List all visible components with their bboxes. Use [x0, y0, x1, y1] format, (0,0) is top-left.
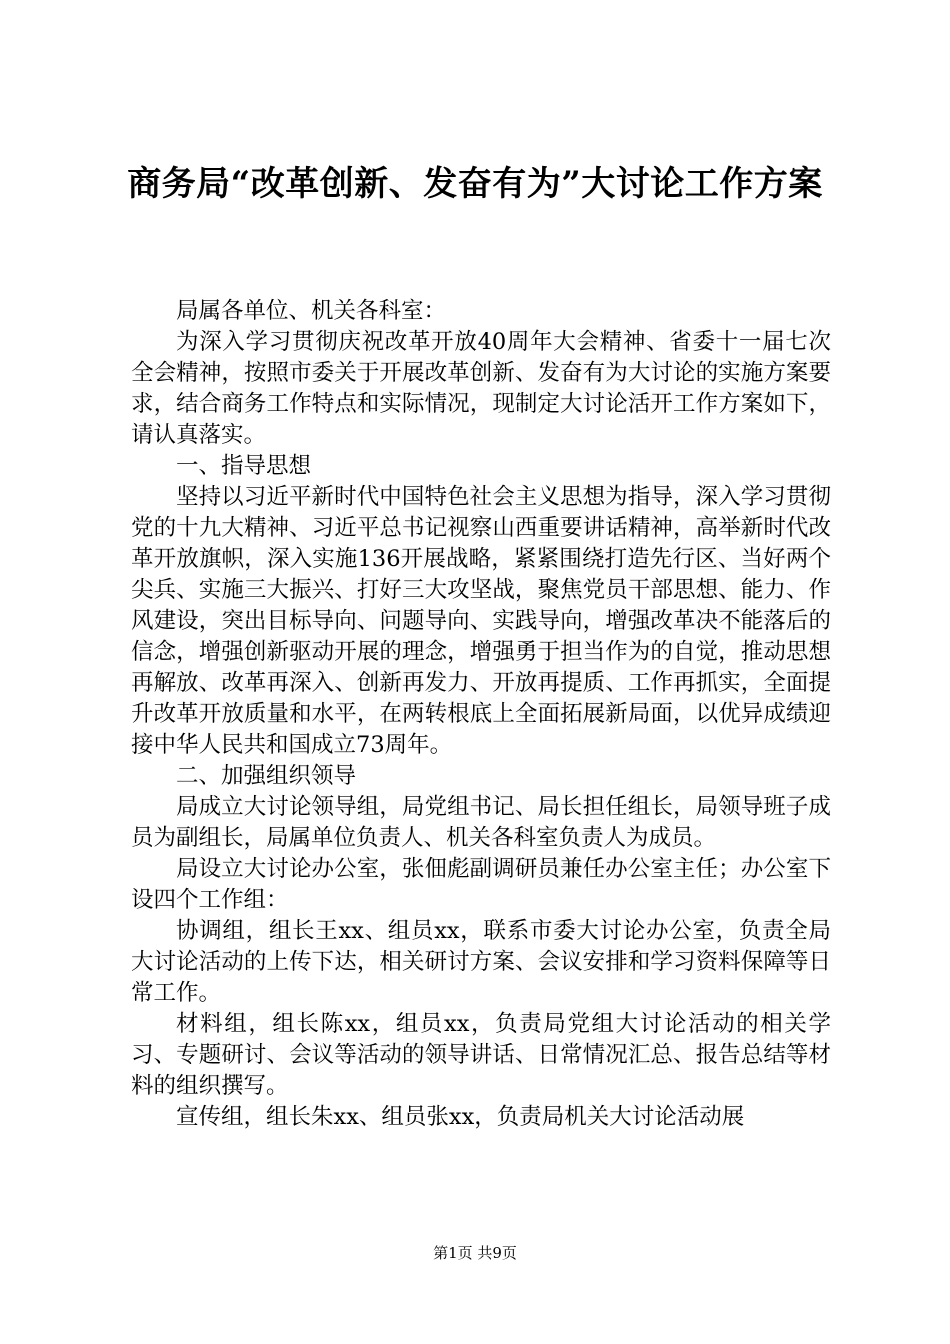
paragraph-office: 局设立大讨论办公室，张佃彪副调研员兼任办公室主任；办公室下设四个工作组： [131, 856, 831, 913]
section-heading-guiding-ideology: 一、指导思想 [176, 453, 312, 479]
document-title: 商务局“改革创新、发奋有为”大讨论工作方案 [127, 164, 823, 204]
paragraph-coordination-group: 协调组，组长王xx、组员xx，联系市委大讨论办公室，负责全局大讨论活动的上传下达，相关研讨方案、会议安排和学习资料保障等日常工作。 [131, 918, 831, 1006]
paragraph-materials-group: 材料组，组长陈xx，组员xx，负责局党组大讨论活动的相关学习、专题研讨、会议等活动的领导讲话、日常情况汇总、报告总结等材料的组织撰写。 [131, 1011, 831, 1099]
paragraph-guiding-ideology: 坚持以习近平新时代中国特色社会主义思想为指导，深入学习贯彻党的十九大精神、习近平总书记视察山西重要讲话精神，高举新时代改革开放旗帜，深入实施136开展战略，紧紧围绕打造先行区、当好两个尖兵、实施三大振兴、打好三大攻坚战，聚焦党员干部思想、能力、作风建设，突出目标导向、问题导向、实践导向，增强改革决不能落后的信念，增强创新驱动开展的理念，增强勇于担当作为的自觉，推动思想再解放、改革再深入、创新再发力、开放再提质、工作再抓实，全面提升改革开放质量和水平，在两转根底上全面拓展新局面，以优异成绩迎接中华人民共和国成立73周年。 [131, 484, 831, 758]
section-heading-organization: 二、加强组织领导 [176, 763, 357, 789]
paragraph-intro: 为深入学习贯彻庆祝改革开放40周年大会精神、省委十一届七次全会精神，按照市委关于开展改革创新、发奋有为大讨论的实施方案要求，结合商务工作特点和实际情况，现制定大讨论活开工作方案如下，请认真落实。 [131, 329, 831, 448]
paragraph-publicity-group: 宣传组，组长朱xx、组员张xx，负责局机关大讨论活动展 [176, 1104, 745, 1130]
document-body [131, 296, 831, 1133]
paragraph-salutation: 局属各单位、机关各科室： [176, 298, 447, 324]
paragraph-leading-group: 局成立大讨论领导组，局党组书记、局长担任组长，局领导班子成员为副组长，局属单位负责人、机关各科室负责人为成员。 [131, 794, 831, 851]
page-footer: 第1页 共9页 [433, 1244, 517, 1262]
